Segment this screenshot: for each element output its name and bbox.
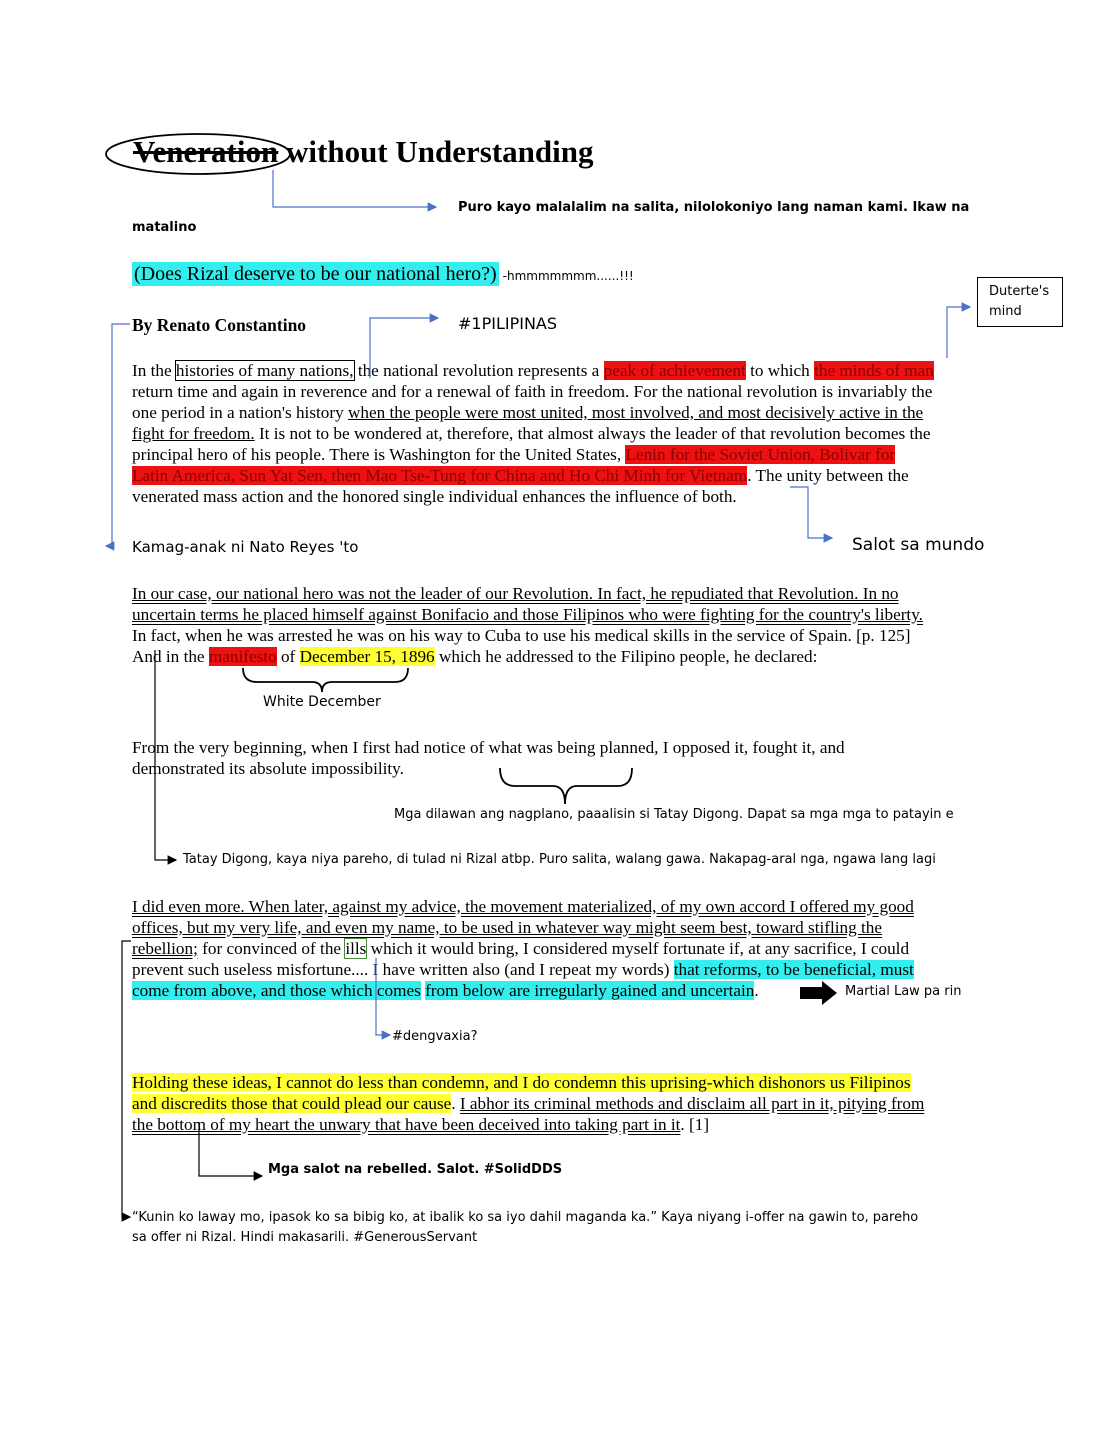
annotation-dengvaxia: #dengvaxia? (392, 1029, 478, 1044)
annotation-martial-law: Martial Law pa rin (845, 984, 962, 999)
highlight-minds: the minds of man (814, 361, 934, 380)
ellipse-veneration (106, 134, 290, 174)
highlight-peak: peak of achievement (603, 361, 746, 380)
annotation-kunin: “Kunin ko laway mo, ipasok ko sa bibig ko, at ibalik ko sa iyo dahil maganda ka.” Kaya niyang i-offer na gawin to, pareho (132, 1210, 919, 1225)
paragraph-4: I did even more. When later, against my advice, the movement materialized, of my own accord I offered my good offices, but my very life, and even my name, to be used in whatever way might seem best, toward stifling the rebellion; for convinced of the ills which it would bring, I considered myself fortunate if, at any sacrifice, I could prevent such useless misfortune.... I have written also (and I repeat my words) that reforms, to be beneficial, must come from above, and those which comes from below are irregularly gained and uncertain. (132, 897, 914, 1000)
annotation-hmm: -hmmmmmmm......!!! (502, 269, 634, 283)
arrow-duterte (947, 307, 970, 358)
arrow-title-note (273, 170, 436, 207)
arrow-martial-law (800, 981, 837, 1005)
highlight-reforms: that reforms, to be beneficial, must (673, 960, 914, 979)
byline: By Renato Constantino (132, 315, 307, 335)
highlight-manifesto: manifesto (208, 647, 277, 666)
highlight-from-above: come from above, and those which comes (132, 981, 421, 1000)
highlight-discredits: and discredits those that could plead our cause (132, 1094, 452, 1113)
arrow-dengvaxia (376, 958, 390, 1035)
annotation-kunin-line2: sa offer ni Rizal. Hindi makasarili. #GenerousServant (132, 1230, 478, 1245)
arrow-kamag (106, 324, 130, 546)
title-rest: without Understanding (278, 134, 594, 169)
annotation-tatay-digong: Tatay Digong, kaya niya pareho, di tulad ni Rizal atbp. Puro salita, walang gawa. Nakapag-aral nga, ngawa lang lagi (183, 852, 936, 867)
annotation-1pilipinas: #1PILIPINAS (458, 314, 558, 333)
paragraph-5: Holding these ideas, I cannot do less than condemn, and I do condemn this uprising-which dishonors us Filipinos and discredits those that could plead our cause. I abhor its criminal methods and disclaim all part in it, pitying from the bottom of my heart the unwary that have been deceived into taking part in it. [1] (132, 1073, 925, 1134)
arrow-kunin (122, 941, 131, 1217)
annotation-matalino: matalino (132, 220, 197, 235)
paragraph-1: In the histories of many nations, the national revolution represents a peak of achievement to which the minds of man return time and again in reverence and for a renewal of faith in freedom. For the national revolution is invariably the one period in a nation's history when the people were most united, most involved, and most decisively active in the fight for freedom. It is not to be wondered at, therefore, that almost always the leader of that revolution becomes the principal hero of his people. There is Washington for the United States, Lenin for the Soviet Union, Bolivar for Latin America, Sun Yat Sen, then Mao Tse-Tung for China and Ho Chi Minh for Vietnam. The unity between the venerated mass action and the honored single individual enhances the influence of both. (132, 361, 934, 506)
subtitle-question: (Does Rizal deserve to be our national hero?) (134, 263, 497, 285)
annotation-white-december: White December (263, 694, 381, 710)
boxed-histories: histories of many nations, (175, 361, 354, 380)
arrow-rebelled (199, 1122, 262, 1176)
arrow-pilipinas (370, 318, 438, 378)
brace-planned (500, 768, 632, 804)
highlight-from-below: from below are irregularly gained and uncertain (425, 981, 755, 1000)
paragraph-2: In our case, our national hero was not the leader of our Revolution. In fact, he repudiated that Revolution. In no uncertain terms he placed himself against Bonifacio and those Filipinos who were fighting for the country's liberty. In fact, when he was arrested he was on his way to Cuba to use his medical skills in the service of Spain. [p. 125] And in the manifesto of December 15, 1896 which he addressed to the Filipino people, he declared: (132, 584, 923, 666)
highlight-lenin: Lenin for the Soviet Union, Bolivar for (625, 445, 896, 464)
arrow-salot-mundo (790, 487, 832, 538)
boxed-ills: ills (345, 939, 367, 958)
annotation-salot-sa-mundo: Salot sa mundo (852, 535, 985, 555)
annotation-puro-kayo: Puro kayo malalalim na salita, nilolokoniyo lang naman kami. Ikaw na (458, 200, 970, 215)
highlight-date: December 15, 1896 (299, 647, 435, 666)
title-word-veneration: Veneration (133, 134, 279, 169)
brace-december (243, 668, 408, 692)
highlight-holding: Holding these ideas, I cannot do less than condemn, and I do condemn this uprising-which dishonors us Filipinos (132, 1073, 911, 1092)
highlight-latin-america: Latin America, Sun Yat Sen, then Mao Tse-Tung for China and Ho Chi Minh for Vietnam (132, 466, 748, 485)
annotation-duterte-mind: Duterte's mind (977, 277, 1063, 327)
annotation-dilawan: Mga dilawan ang nagplano, paaalisin si Tatay Digong. Dapat sa mga mga to patayin e (394, 807, 954, 822)
arrow-tatay (155, 650, 176, 860)
annotation-kamag-anak: Kamag-anak ni Nato Reyes 'to (132, 538, 359, 556)
annotation-rebelled: Mga salot na rebelled. Salot. #SolidDDS (268, 1162, 563, 1177)
paragraph-3: From the very beginning, when I first had notice of what was being planned, I opposed it, fought it, and demonstrated its absolute impossibility. (132, 738, 845, 778)
